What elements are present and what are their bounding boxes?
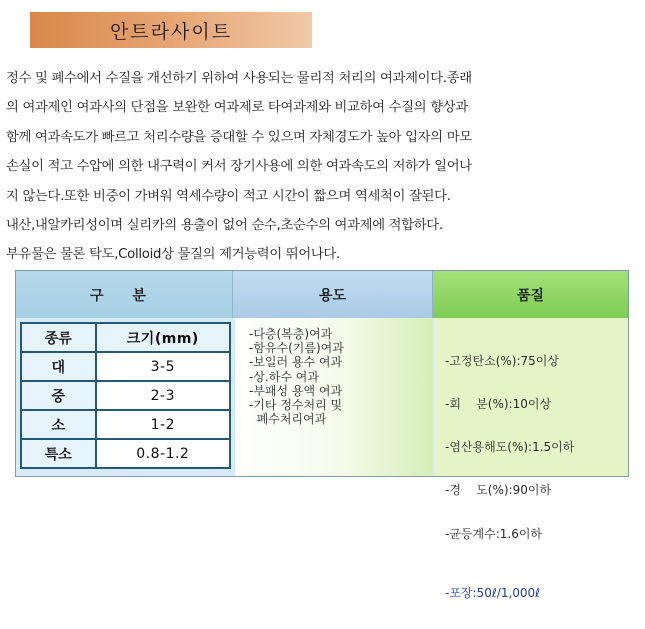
type-cell: 중 (21, 381, 96, 410)
quality-item: -경 도(%):90이하 (445, 483, 552, 498)
table-row (21, 410, 230, 439)
quality-item: -균등계수:1.6이하 (445, 526, 543, 541)
description-line: 손실이 적고 수압에 의한 내구력이 커서 장기사용에 의한 여과속도의 저하가 일어나 (6, 159, 472, 175)
usage-item: -보일러 용수 여과 (249, 355, 343, 370)
size-cell: 0.8-1.2 (96, 439, 230, 468)
type-cell: 소 (21, 410, 96, 439)
description-line: 정수 및 폐수에서 수질을 개선하기 위하여 사용되는 물리적 처리의 여과제이다.종래 (6, 71, 472, 86)
table-row (21, 381, 230, 410)
description-line: 내산,내알카리성이며 실리카의 용출이 없어 순수,초순수의 여과제에 적합하다. (6, 218, 443, 234)
size-cell: 3-5 (96, 352, 230, 381)
usage-item: -부패성 용액 여과 (249, 383, 343, 398)
description-line: 부유물은 물론 탁도,Colloid상 물질의 제거능력이 뛰어나다. (6, 247, 340, 263)
header-quality: 품질 (433, 271, 628, 318)
spec-table (15, 270, 629, 600)
usage-item: -함유수(기름)여과 (249, 341, 344, 356)
usage-item: -기타 정수처리 및 (249, 398, 343, 413)
type-cell: 특소 (21, 439, 96, 468)
page-title: 안트라사이트 (109, 20, 233, 43)
description-line: 지 않는다.또한 비중이 가벼워 역세수량이 적고 시간이 짧으며 역세척이 잘된다. (6, 188, 451, 204)
quality-item: -고정탄소(%):75이상 (445, 353, 559, 368)
table-row (21, 352, 230, 381)
quality-list (435, 318, 628, 600)
usage-list (235, 318, 433, 476)
quality-item: -염산용해도(%):1.5이하 (445, 440, 575, 455)
usage-item: -다층(복층)여과 (249, 327, 333, 341)
usage-item: 폐수처리여과 (249, 412, 327, 427)
table-row (21, 439, 230, 468)
col-header-type: 종류 (21, 323, 96, 352)
packaging-info: -포장:50ℓ/1,000ℓ (445, 585, 541, 600)
description-line: 의 여과제인 여과사의 단점을 보완한 여과제로 타여과제와 비교하여 수질의 향상과 (6, 100, 468, 116)
header-classification: 구 분 (16, 271, 233, 318)
size-cell: 1-2 (96, 410, 230, 439)
size-cell: 2-3 (96, 381, 230, 410)
size-table-header-row (21, 323, 230, 352)
size-table (20, 322, 231, 469)
title-banner (30, 12, 312, 48)
description-line: 함께 여과속도가 빠르고 처리수량을 증대할 수 있으며 자체경도가 높아 입자의 마모 (6, 129, 472, 145)
quality-item: -회 분(%):10이상 (445, 397, 552, 412)
type-cell: 대 (21, 352, 96, 381)
header-usage: 용도 (233, 271, 433, 318)
description-paragraph (6, 64, 636, 270)
usage-item: -상.하수 여과 (249, 369, 319, 384)
col-header-size: 크기(mm) (96, 323, 230, 352)
